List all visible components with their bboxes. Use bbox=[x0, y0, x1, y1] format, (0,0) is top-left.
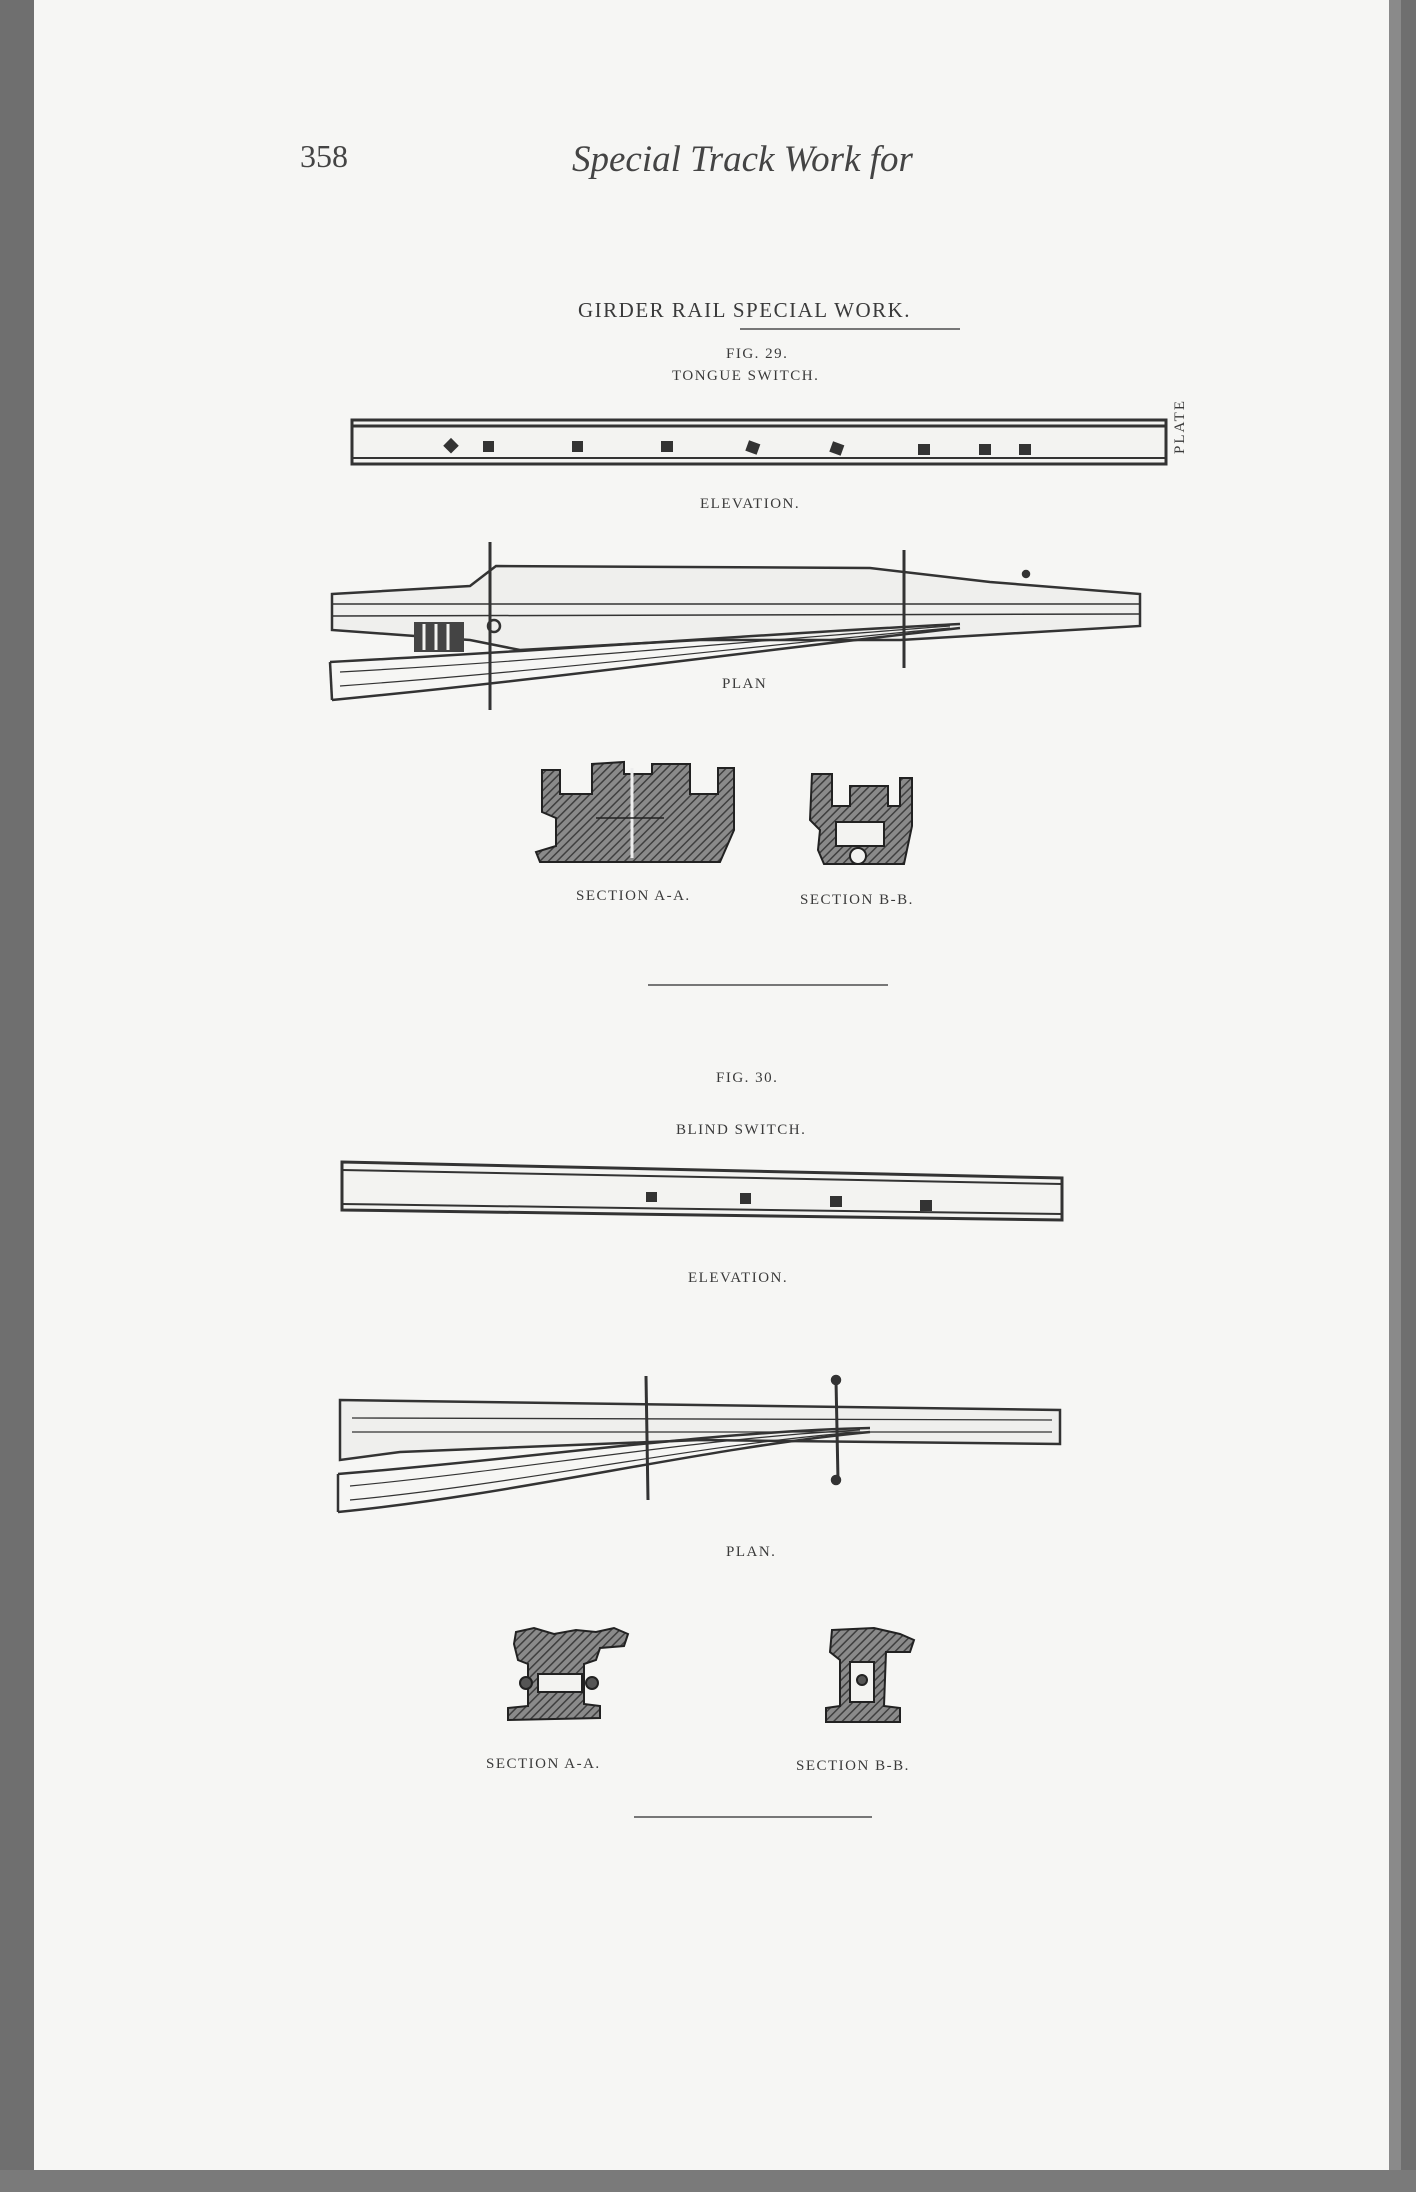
fig29-plan-caption: PLAN bbox=[722, 676, 768, 692]
fig29-section-a-caption: SECTION A-A. bbox=[576, 888, 691, 904]
fig30-plan-caption: PLAN. bbox=[726, 1544, 777, 1560]
running-head: Special Track Work for bbox=[572, 139, 913, 180]
fig30-elevation-drawing bbox=[342, 1162, 1062, 1220]
fig30-section-b-caption: SECTION B-B. bbox=[796, 1758, 910, 1774]
fig29-section-a-drawing bbox=[536, 762, 734, 862]
fig29-plan-drawing bbox=[330, 542, 1140, 710]
fig30-plan-drawing bbox=[338, 1376, 1060, 1512]
fig29-name: TONGUE SWITCH. bbox=[672, 368, 820, 384]
fig29-label: FIG. 29. bbox=[726, 346, 789, 362]
plate-title: GIRDER RAIL SPECIAL WORK. bbox=[578, 298, 912, 322]
fig30-elevation-caption: ELEVATION. bbox=[688, 1270, 789, 1286]
fig30-section-b-drawing bbox=[826, 1628, 914, 1722]
fig29-section-b-caption: SECTION B-B. bbox=[800, 892, 914, 908]
plate-side-label: PLATE bbox=[1172, 399, 1188, 454]
fig29-elevation-caption: ELEVATION. bbox=[700, 496, 801, 512]
fig29-elevation-drawing bbox=[352, 420, 1166, 464]
fig29-section-b-drawing bbox=[810, 774, 912, 864]
fig30-section-a-drawing bbox=[508, 1628, 628, 1720]
fig30-name: BLIND SWITCH. bbox=[676, 1122, 807, 1138]
fig30-section-a-caption: SECTION A-A. bbox=[486, 1756, 601, 1772]
page-number: 358 bbox=[300, 138, 348, 174]
fig30-label: FIG. 30. bbox=[716, 1070, 779, 1086]
